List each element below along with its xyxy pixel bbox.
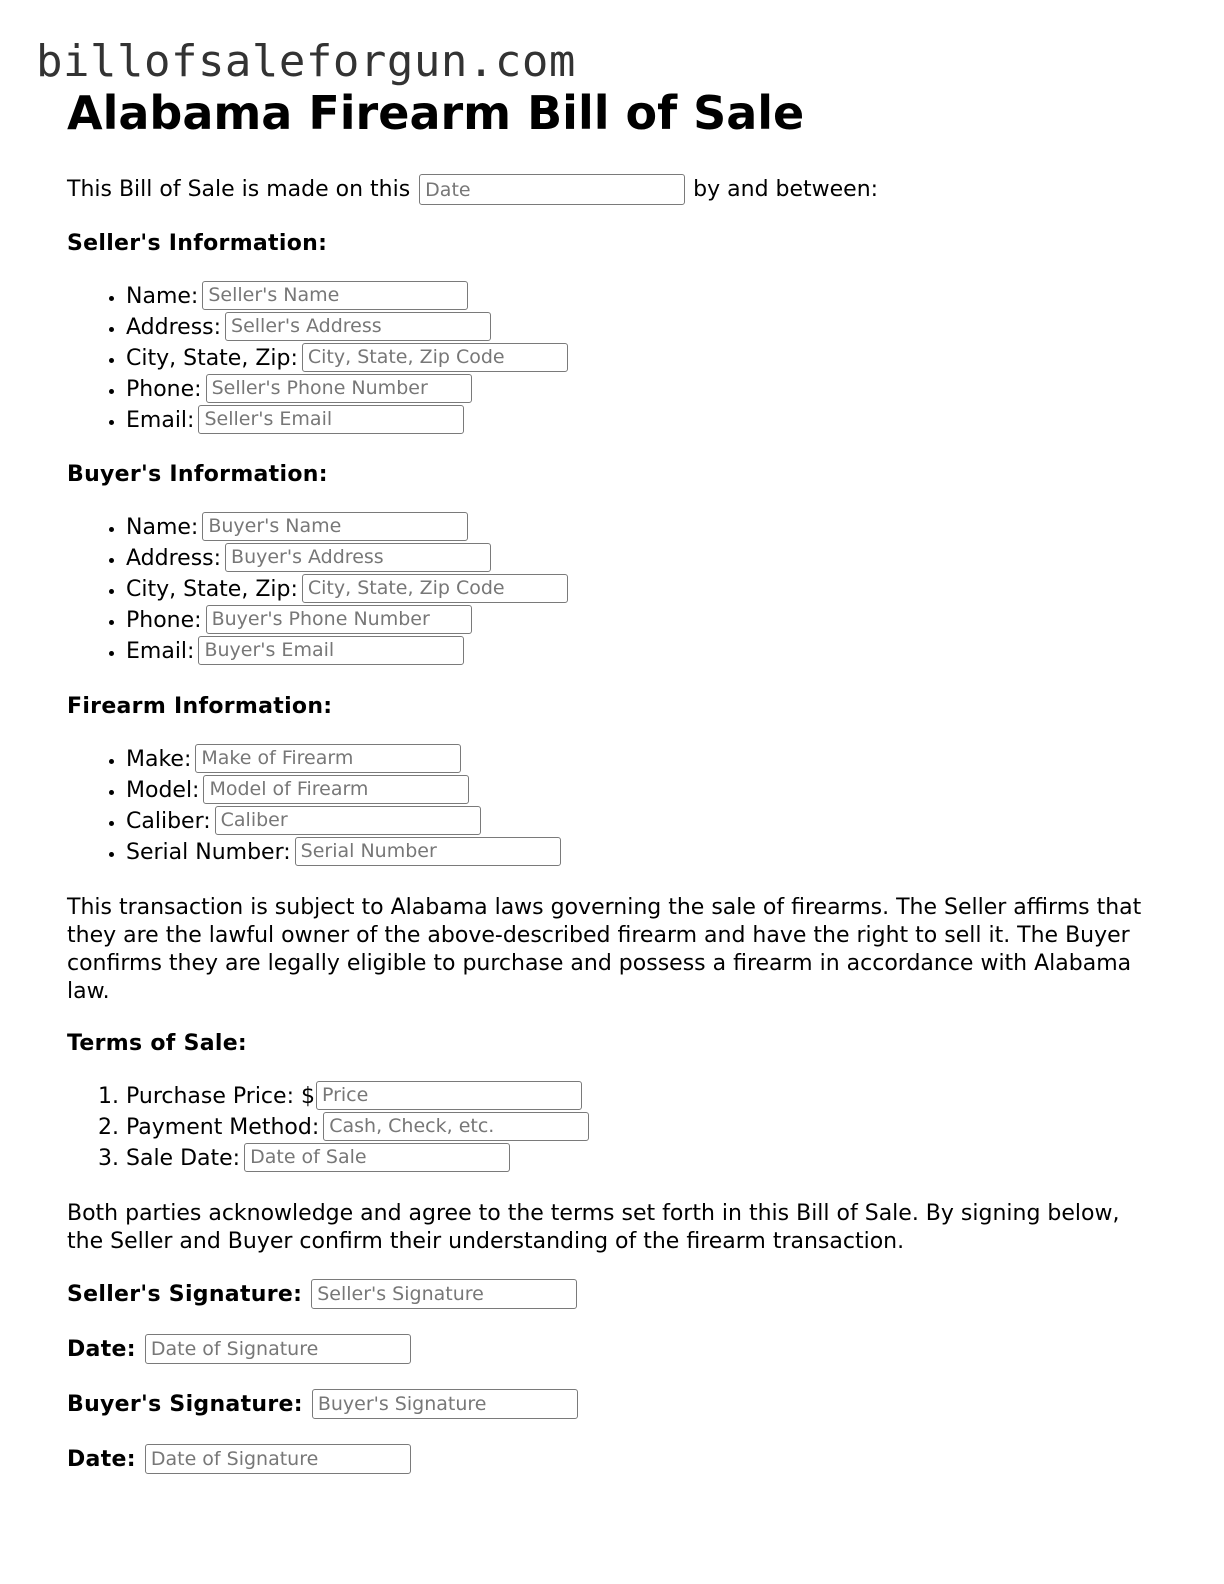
field-label: Caliber: (126, 809, 211, 834)
intro-line (67, 174, 878, 205)
sale-date-input[interactable] (419, 174, 685, 205)
buyer-address-input[interactable] (225, 543, 491, 572)
page-title: Alabama Firearm Bill of Sale (67, 86, 805, 140)
seller-phone-input[interactable] (206, 374, 472, 403)
field-label: Email: (126, 639, 195, 664)
firearm-serial-input[interactable] (295, 837, 561, 866)
field-label: Address: (126, 546, 222, 571)
firearm-serial-item (126, 837, 561, 868)
field-label: Sale Date: (126, 1146, 241, 1171)
seller-email-item (126, 405, 568, 436)
field-label: City, State, Zip: (126, 346, 298, 371)
seller-date-label: Date: (67, 1336, 136, 1362)
seller-address-item (126, 312, 568, 343)
buyer-name-item (126, 512, 568, 543)
seller-heading: Seller's Information: (67, 231, 328, 256)
buyer-date-row (67, 1444, 411, 1474)
buyer-phone-item (126, 605, 568, 636)
field-label: Make: (126, 747, 192, 772)
firearm-model-item (126, 775, 561, 806)
terms-list (67, 1081, 589, 1174)
seller-name-input[interactable] (202, 281, 468, 310)
buyer-date-label: Date: (67, 1446, 136, 1472)
firearm-model-input[interactable] (203, 775, 469, 804)
buyer-signature-row (67, 1389, 578, 1419)
seller-date-row (67, 1334, 411, 1364)
intro-text-before: This Bill of Sale is made on this (67, 176, 411, 202)
buyer-info-list (67, 512, 568, 667)
seller-signature-label: Seller's Signature: (67, 1281, 303, 1307)
firearm-make-input[interactable] (195, 744, 461, 773)
buyer-email-item (126, 636, 568, 667)
field-label: Email: (126, 408, 195, 433)
sale-date-field[interactable] (244, 1143, 510, 1172)
seller-address-input[interactable] (225, 312, 491, 341)
field-label: Payment Method: (126, 1115, 320, 1140)
firearm-info-list (67, 744, 561, 868)
field-label: Purchase Price: $ (126, 1084, 315, 1109)
seller-email-input[interactable] (198, 405, 464, 434)
buyer-signature-input[interactable] (312, 1389, 578, 1419)
terms-heading: Terms of Sale: (67, 1031, 248, 1056)
seller-info-list (67, 281, 568, 436)
field-label: Name: (126, 515, 199, 540)
seller-city-item (126, 343, 568, 374)
buyer-city-state-zip-input[interactable] (302, 574, 568, 603)
seller-signature-date-input[interactable] (145, 1334, 411, 1364)
buyer-city-item (126, 574, 568, 605)
field-label: Name: (126, 284, 199, 309)
buyer-signature-label: Buyer's Signature: (67, 1391, 303, 1417)
sale-date-item (126, 1143, 589, 1174)
field-label: City, State, Zip: (126, 577, 298, 602)
field-label: Phone: (126, 608, 202, 633)
payment-method-input[interactable] (323, 1112, 589, 1141)
payment-method-item (126, 1112, 589, 1143)
buyer-signature-date-input[interactable] (145, 1444, 411, 1474)
purchase-price-item (126, 1081, 589, 1112)
buyer-address-item (126, 543, 568, 574)
legal-paragraph: This transaction is subject to Alabama laws governing the sale of firearms. The Seller affirms that they are the lawful owner of the above-described firearm and have the right to sell it. The Buyer confirms they are legally eligible to purchase and possess a firearm in accordance with Alabama law. (67, 895, 1142, 1004)
site-watermark: billofsaleforgun.com (36, 36, 576, 87)
field-label: Address: (126, 315, 222, 340)
buyer-name-input[interactable] (202, 512, 468, 541)
seller-city-state-zip-input[interactable] (302, 343, 568, 372)
buyer-email-input[interactable] (198, 636, 464, 665)
intro-text-after: by and between: (693, 176, 879, 202)
field-label: Phone: (126, 377, 202, 402)
firearm-heading: Firearm Information: (67, 694, 333, 719)
seller-name-item (126, 281, 568, 312)
buyer-heading: Buyer's Information: (67, 462, 328, 487)
purchase-price-input[interactable] (316, 1081, 582, 1110)
buyer-phone-input[interactable] (206, 605, 472, 634)
field-label: Serial Number: (126, 840, 291, 865)
firearm-make-item (126, 744, 561, 775)
acknowledgement-paragraph: Both parties acknowledge and agree to the terms set forth in this Bill of Sale. By signing below, the Seller and Buyer confirm their understanding of the firearm transaction. (67, 1201, 1120, 1254)
seller-signature-input[interactable] (311, 1279, 577, 1309)
field-label: Model: (126, 778, 200, 803)
firearm-caliber-item (126, 806, 561, 837)
seller-signature-row (67, 1279, 577, 1309)
firearm-caliber-input[interactable] (215, 806, 481, 835)
seller-phone-item (126, 374, 568, 405)
